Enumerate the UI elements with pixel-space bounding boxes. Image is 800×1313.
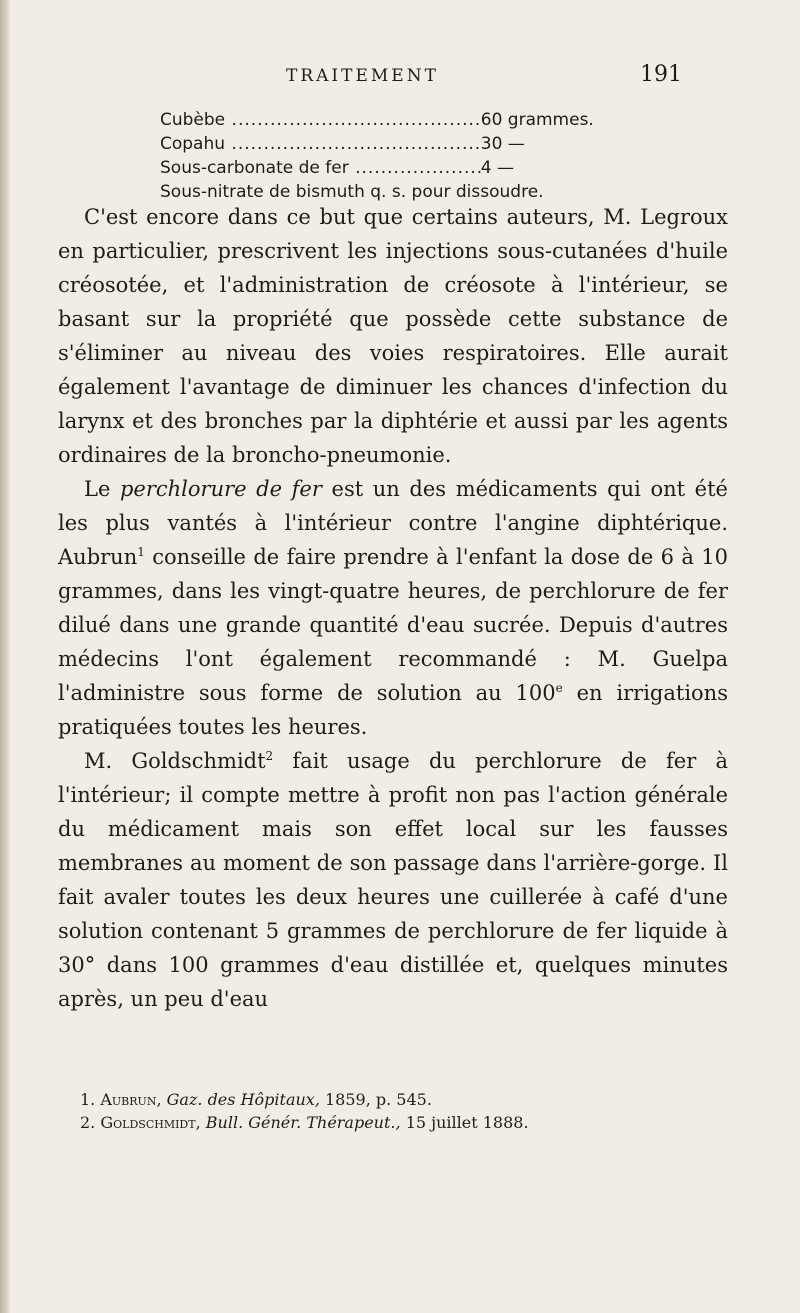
paragraph-creosote: C'est encore dans ce but que certains auteurs, M. Legroux en particulier, prescrivent les injections sous-cutanées d'huile créosotée, et l'administration de créosote à l'intérieur, se basant sur la propriété que possède cette substance de s'éliminer au niveau des voies respiratoires. Elle aurait également l'avantage de diminuer les chances d'infection du larynx et des bronches par la diphtérie et aussi par les agents ordinaires de la broncho-pneumonie. [58,205,728,467]
footnote-ref-2: 2 [265,749,274,763]
footnote-2 [58,1111,728,1134]
paragraph-perchlorure [58,472,728,744]
page-header [0,62,800,92]
prescription-row [160,156,680,180]
page-edge-shadow [0,0,10,1313]
ingredient-quantity: 60 grammes. [480,110,594,130]
footnote-author: Goldschmidt, [100,1113,201,1132]
footnote-detail: 1859, p. 545. [325,1090,432,1109]
footnote-number: 2. [80,1113,96,1132]
text-run: est un des médicaments qui ont été les plus vantés à l'intérieur contre l'angine diphtérique. Aubrun [58,477,728,569]
prescription-row [160,132,680,156]
emphasis-perchlorure: perchlorure de fer [119,477,322,501]
ingredient-name: Copahu ..... [160,132,481,156]
ingredient-name: Cubèbe ..... [160,108,481,132]
text-run: en irrigations pratiquées toutes les heures. [58,681,728,739]
text-run: fait usage du perchlorure de fer à l'intérieur; il compte mettre à profit non pas l'action générale du médicament mais son effet local sur les fausses membranes au moment de son passage dans l'arrière-gorge. Il fait avaler toutes les deux heures une cuillerée à café d'une solution contenant 5 grammes de perchlorure de fer liquide à 30° dans 100 grammes d'eau distillée et, quelques minutes après, un peu d'eau [58,749,728,1011]
footnote-ref-1: 1 [137,545,145,559]
footnote-source: Gaz. des Hôpitaux, [166,1090,320,1109]
footnotes [58,1088,728,1134]
page-number: 191 [640,62,682,87]
body-text [58,200,728,1016]
prescription-row [160,108,680,132]
ingredient-name: Sous-carbonate de fer ..... [160,156,481,180]
footnote-source: Bull. Génér. Thérapeut., [205,1113,401,1132]
footnote-number: 1. [80,1090,96,1109]
superscript-e: e [555,681,563,695]
text-run: Le [84,477,120,501]
ingredient-quantity: 30 — [480,134,525,154]
prescription-list [160,108,680,204]
footnote-author: Aubrun, [100,1090,162,1109]
text-run: conseille de faire prendre à l'enfant la dose de 6 à 10 grammes, dans les vingt-quatre heures, de perchlorure de fer dilué dans une grande quantité d'eau sucrée. Depuis d'autres médecins l'ont également recommandé : M. Guelpa l'administre sous forme de solution au 100 [58,545,728,705]
ingredient-quantity: 4 — [480,158,514,178]
ingredient-name: Sous-nitrate de bismuth q. s. pour dissoudre. [160,182,544,202]
footnote-1 [58,1088,728,1111]
running-head: TRAITEMENT [286,66,439,86]
paragraph-goldschmidt [58,744,728,1016]
text-run: M. Goldschmidt [84,749,266,773]
footnote-detail: 15 juillet 1888. [405,1113,529,1132]
